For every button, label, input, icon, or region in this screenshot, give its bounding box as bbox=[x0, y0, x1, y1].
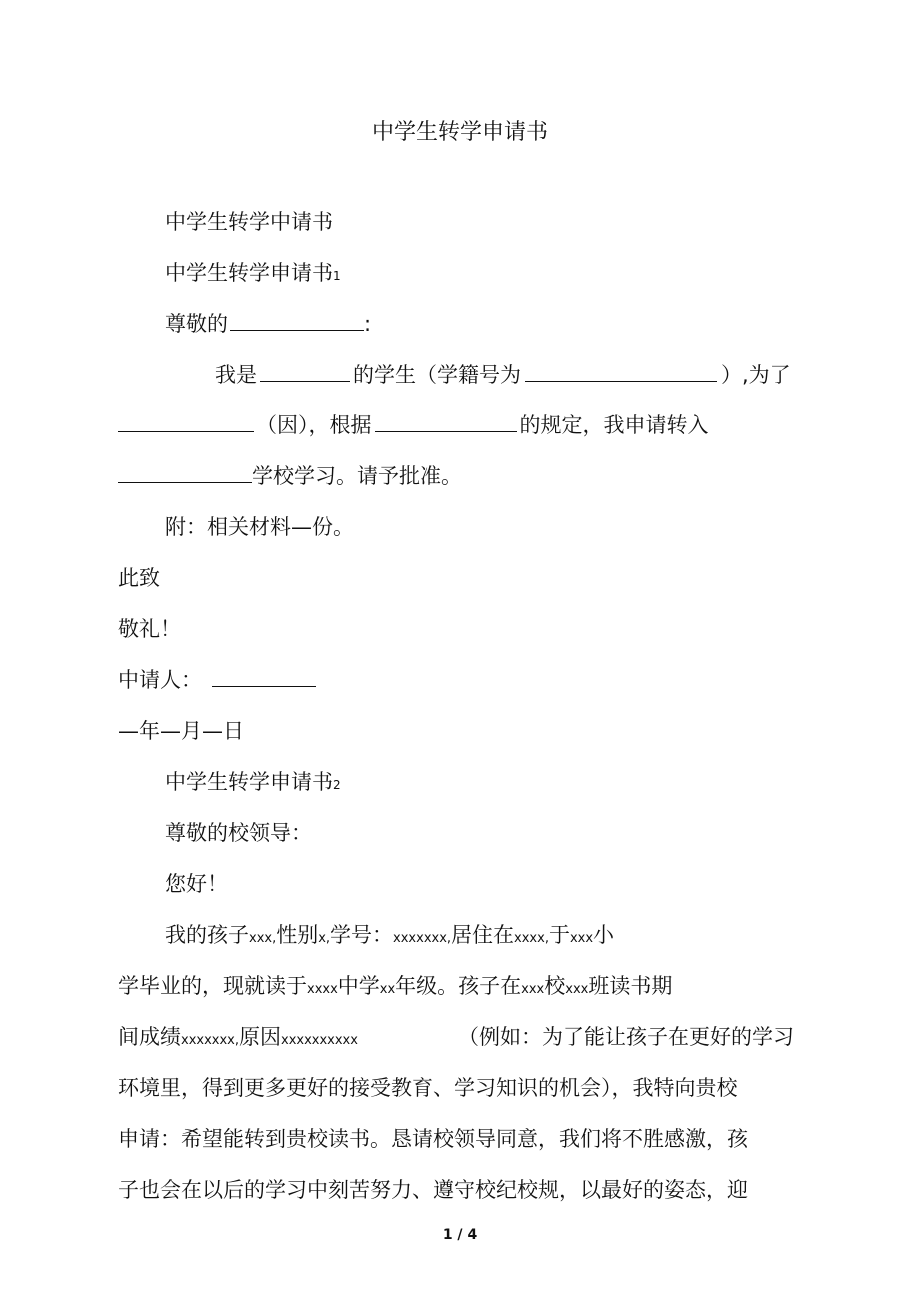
placeholder-x-text: x, bbox=[318, 931, 331, 946]
page-number bbox=[0, 1225, 920, 1245]
page-total: 4 bbox=[467, 1227, 478, 1243]
body-text-segment: 性别 bbox=[276, 923, 319, 947]
placeholder-x-text: xxx bbox=[569, 931, 594, 946]
placeholder-x-text: xxx bbox=[565, 982, 589, 997]
placeholder-x-text: xxxxxxx, bbox=[393, 931, 452, 946]
letter2-p1-line3b: （例如：为了能让孩子在更好的学习 bbox=[458, 1025, 794, 1049]
letter1-body-line3 bbox=[118, 461, 462, 491]
regulation-blank bbox=[375, 410, 517, 432]
body-text-c: ）,为了 bbox=[721, 363, 791, 387]
body-text-e: 的规定，我申请转入 bbox=[519, 413, 709, 437]
letter2-salutation: 尊敬的校领导： bbox=[165, 821, 312, 845]
subtitle: 中学生转学中请书 bbox=[165, 210, 333, 234]
letter1-body-line1 bbox=[215, 360, 791, 390]
reason-blank bbox=[118, 410, 254, 432]
body-text-segment: 间成绩 bbox=[118, 1025, 181, 1049]
body-text-segment: 居住在 bbox=[451, 923, 515, 947]
letter1-closing-1: 此致 bbox=[118, 566, 160, 590]
letter2-p1-line2 bbox=[118, 971, 672, 1005]
placeholder-x-text: xxx bbox=[521, 982, 545, 997]
applicant-label: 中请人： bbox=[118, 668, 202, 692]
letter1-applicant bbox=[118, 665, 316, 695]
body-text-a: 我是 bbox=[215, 363, 257, 387]
body-text-segment: 学号： bbox=[330, 923, 394, 947]
letter1-salutation-text: 尊敬的 bbox=[165, 312, 228, 336]
body-text-b: 的学生（学籍号为 bbox=[353, 363, 521, 387]
school-name-blank bbox=[260, 360, 350, 382]
letter1-salutation-colon: : bbox=[364, 312, 372, 336]
placeholder-x-text: xxxx, bbox=[514, 931, 549, 946]
letter1-heading-number: 1 bbox=[333, 269, 341, 283]
letter2-p1-line5: 申请：希望能转到贵校读书。恳请校领导同意，我们将不胜感激，孩 bbox=[118, 1127, 748, 1151]
letter2-p1-line3a bbox=[118, 1022, 358, 1056]
target-school-blank bbox=[118, 461, 252, 483]
letter2-p1-line1 bbox=[165, 920, 614, 954]
letter1-heading-text: 中学生转学申请书 bbox=[165, 261, 333, 285]
letter1-attachment: 附：相关材料—份。 bbox=[165, 515, 354, 539]
page-current: 1 bbox=[442, 1227, 453, 1243]
recipient-blank bbox=[230, 309, 364, 331]
letter2-heading-text: 中学生转学申请书 bbox=[165, 770, 333, 794]
placeholder-x-text: xxxxxxxxxx bbox=[281, 1033, 358, 1048]
body-text-segment: 中学 bbox=[337, 974, 380, 998]
letter1-heading bbox=[165, 258, 341, 291]
body-text-segment: 我的孩子 bbox=[165, 923, 249, 947]
letter1-salutation bbox=[165, 309, 371, 339]
placeholder-x-text: xx bbox=[379, 982, 396, 997]
body-text-d: （因），根据 bbox=[256, 413, 372, 437]
letter2-greeting: 您好！ bbox=[165, 872, 228, 896]
student-id-blank bbox=[525, 360, 717, 382]
placeholder-x-text: xxxx bbox=[307, 982, 338, 997]
letter2-p1-line6: 子也会在以后的学习中刻苦努力、遵守校纪校规，以最好的姿态，迎 bbox=[118, 1178, 748, 1202]
body-text-segment: 于 bbox=[548, 923, 570, 947]
letter2-p1-line4: 环境里，得到更多更好的接受教育、学习知识的机会），我特向贵校 bbox=[118, 1076, 738, 1100]
body-text-segment: 原因 bbox=[239, 1025, 281, 1049]
letter2-heading bbox=[165, 767, 341, 800]
body-text-segment: 小 bbox=[593, 923, 615, 947]
body-text-segment: 学毕业的，现就读于 bbox=[118, 974, 307, 998]
document-title: 中学生转学申请书 bbox=[371, 120, 548, 145]
placeholder-x-text: xxxxxxx, bbox=[181, 1033, 239, 1048]
letter1-body-line2 bbox=[118, 410, 709, 440]
body-text-segment: 校 bbox=[544, 974, 566, 998]
applicant-blank bbox=[212, 665, 316, 687]
letter1-date: —年—月—日 bbox=[118, 719, 244, 743]
body-text-f: 学校学习。请予批准。 bbox=[252, 464, 462, 488]
placeholder-x-text: xxx, bbox=[249, 931, 277, 946]
letter1-closing-2: 敬礼！ bbox=[118, 617, 181, 641]
body-text-segment: 班读书期 bbox=[588, 974, 673, 998]
letter2-heading-number: 2 bbox=[333, 778, 341, 792]
page-separator: / bbox=[452, 1227, 468, 1243]
body-text-segment: 年级。孩子在 bbox=[395, 974, 522, 998]
